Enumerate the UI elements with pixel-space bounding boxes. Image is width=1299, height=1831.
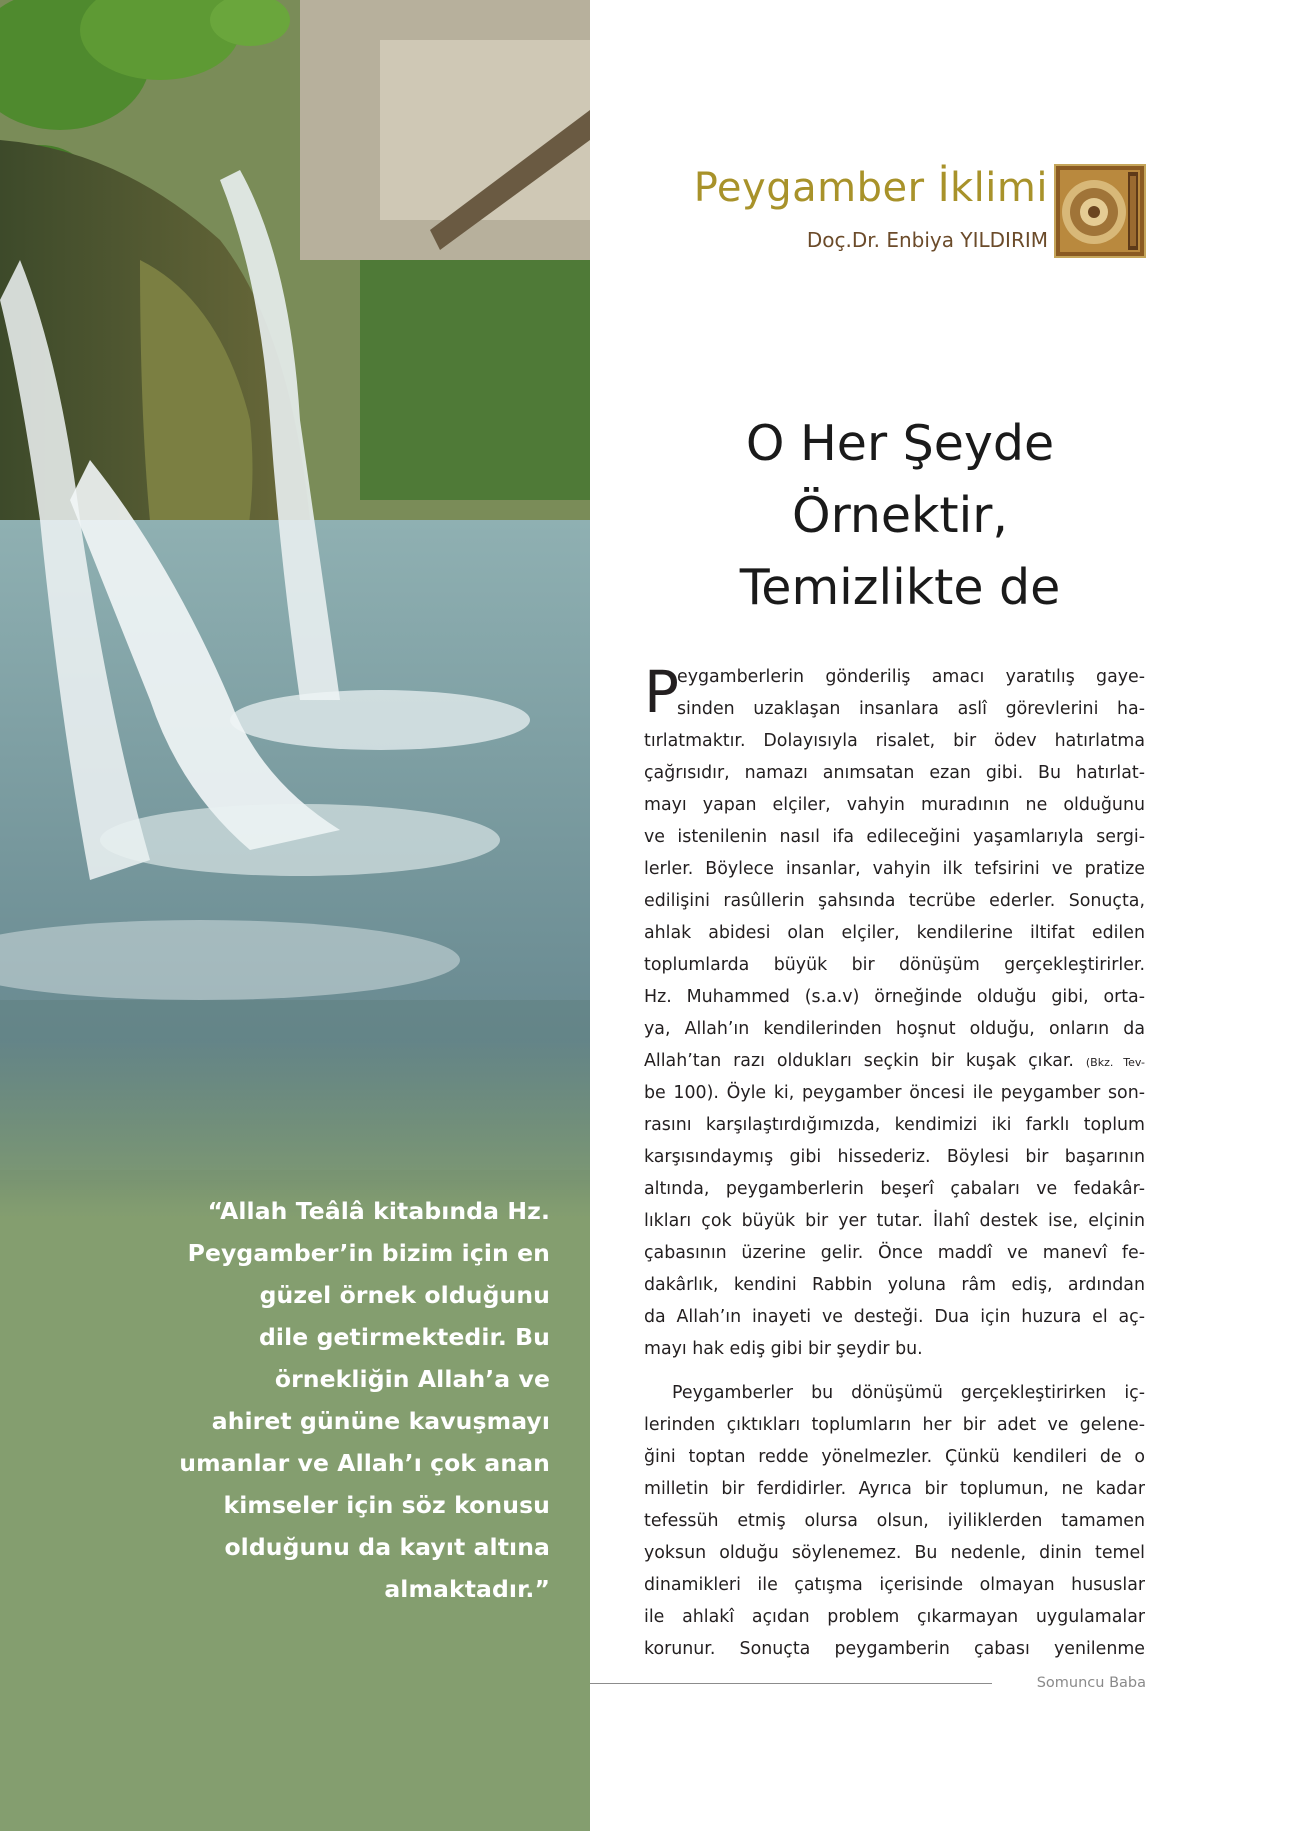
body-line: toplumlarda büyük bir dönüşüm gerçekleştirirler. <box>644 955 1145 975</box>
photo-column <box>0 0 590 1831</box>
body-line: yoksun olduğu söylenemez. Bu nedenle, dinin temel <box>644 1543 1145 1563</box>
body-line-with-citation <box>644 1045 1145 1077</box>
body-line: tırlatmaktır. Dolayısıyla risalet, bir ödev hatırlatma <box>644 731 1145 751</box>
pull-quote-line: ahiret gününe kavuşmayı <box>211 1407 550 1435</box>
body-line: ğini toptan redde yönelmezler. Çünkü kendileri de o <box>644 1447 1145 1467</box>
body-line-text: Allah’tan razı oldukları seçkin bir kuşak çıkar. <box>644 1051 1074 1071</box>
pull-quote-line: örnekliğin Allah’a ve <box>274 1365 550 1393</box>
pull-quote-line: kimseler için söz konusu <box>223 1491 550 1519</box>
body-line: çabasının üzerine gelir. Önce maddî ve manevî fe- <box>644 1243 1145 1263</box>
body-line: eygamberlerin gönderiliş amacı yaratılış gaye- <box>677 667 1145 687</box>
body-line: be 100). Öyle ki, peygamber öncesi ile peygamber son- <box>644 1083 1145 1103</box>
body-line: dakârlık, kendini Rabbin yoluna râm ediş, ardından <box>644 1275 1145 1295</box>
body-line: altında, peygamberlerin beşerî çabaları ve fedakâr- <box>644 1179 1145 1199</box>
body-line: tefessüh etmiş olursa olsun, iyiliklerden tamamen <box>644 1511 1145 1531</box>
body-line: lerler. Böylece insanlar, vahyin ilk tefsirini ve pratize <box>644 859 1145 879</box>
section-title: Peygamber İklimi <box>693 165 1048 211</box>
body-line: dinamikleri ile çatışma içerisinde olmayan hususlar <box>644 1575 1145 1595</box>
body-line: Hz. Muhammed (s.a.v) örneğinde olduğu gibi, orta- <box>644 987 1145 1007</box>
article-body <box>644 658 1145 1665</box>
pull-quote-line: umanlar ve Allah’ı çok anan <box>179 1449 550 1477</box>
pull-quote-line: Peygamber’in bizim için en <box>187 1239 550 1267</box>
body-line: ile ahlakî açıdan problem çıkarmayan uygulamalar <box>644 1607 1145 1627</box>
body-line: milletin bir ferdidirler. Ayrıca bir toplumun, ne kadar <box>644 1479 1145 1499</box>
footer-rule <box>590 1683 992 1684</box>
footer-magazine-name: Somuncu Baba <box>1036 1675 1146 1691</box>
drop-cap: P <box>644 658 679 726</box>
body-line: rasını karşılaştırdığımızda, kendimizi iki farklı toplum <box>644 1115 1145 1135</box>
body-line: ya, Allah’ın kendilerinden hoşnut olduğu, onların da <box>644 1019 1145 1039</box>
pull-quote-line: güzel örnek olduğunu <box>259 1281 550 1309</box>
body-line: karşısındaymış gibi hissederiz. Böylesi bir başarının <box>644 1147 1145 1167</box>
author-name: Doç.Dr. Enbiya YILDIRIM <box>806 228 1048 252</box>
article-title-line: O Her Şeyde <box>745 415 1055 472</box>
body-line: sinden uzaklaşan insanlara aslî görevlerini ha- <box>677 699 1145 719</box>
pull-quote-line: “Allah Teâlâ kitabında Hz. <box>207 1197 550 1225</box>
article-title-line: Temizlikte de <box>739 559 1061 616</box>
pull-quote-line: almaktadır.” <box>384 1575 550 1603</box>
pull-quote-line: olduğunu da kayıt altına <box>224 1533 550 1561</box>
ornamental-rosette-icon <box>1054 164 1146 258</box>
pull-quote <box>130 1190 550 1610</box>
body-line: lıkları çok büyük bir yer tutar. İlahî destek ise, elçinin <box>644 1211 1145 1231</box>
body-line: çağrısıdır, namazı anımsatan ezan gibi. Bu hatırlat- <box>644 763 1145 783</box>
body-line: korunur. Sonuçta peygamberin çabası yenilenme <box>644 1639 1145 1659</box>
pull-quote-line: dile getirmektedir. Bu <box>259 1323 550 1351</box>
article-title-line: Örnektir, <box>792 487 1008 544</box>
body-line: da Allah’ın inayeti ve desteği. Dua için huzura el aç- <box>644 1307 1145 1327</box>
body-line: ve istenilenin nasıl ifa edileceğini yaşamlarıyla sergi- <box>644 827 1145 847</box>
paragraph-gap <box>644 1365 1145 1377</box>
body-line: Peygamberler bu dönüşümü gerçekleştirirken iç- <box>672 1383 1145 1403</box>
body-line: lerinden çıktıkları toplumların her bir adet ve gelene- <box>644 1415 1145 1435</box>
body-line: edilişini rasûllerin şahsında tecrübe ederler. Sonuçta, <box>644 891 1145 911</box>
body-line: ahlak abidesi olan elçiler, kendilerine iltifat edilen <box>644 923 1145 943</box>
article-title <box>640 408 1160 624</box>
body-line: mayı hak ediş gibi bir şeydir bu. <box>644 1339 923 1359</box>
citation: (Bkz. Tev- <box>1085 1056 1145 1069</box>
body-line: mayı yapan elçiler, vahyin muradının ne olduğunu <box>644 795 1145 815</box>
